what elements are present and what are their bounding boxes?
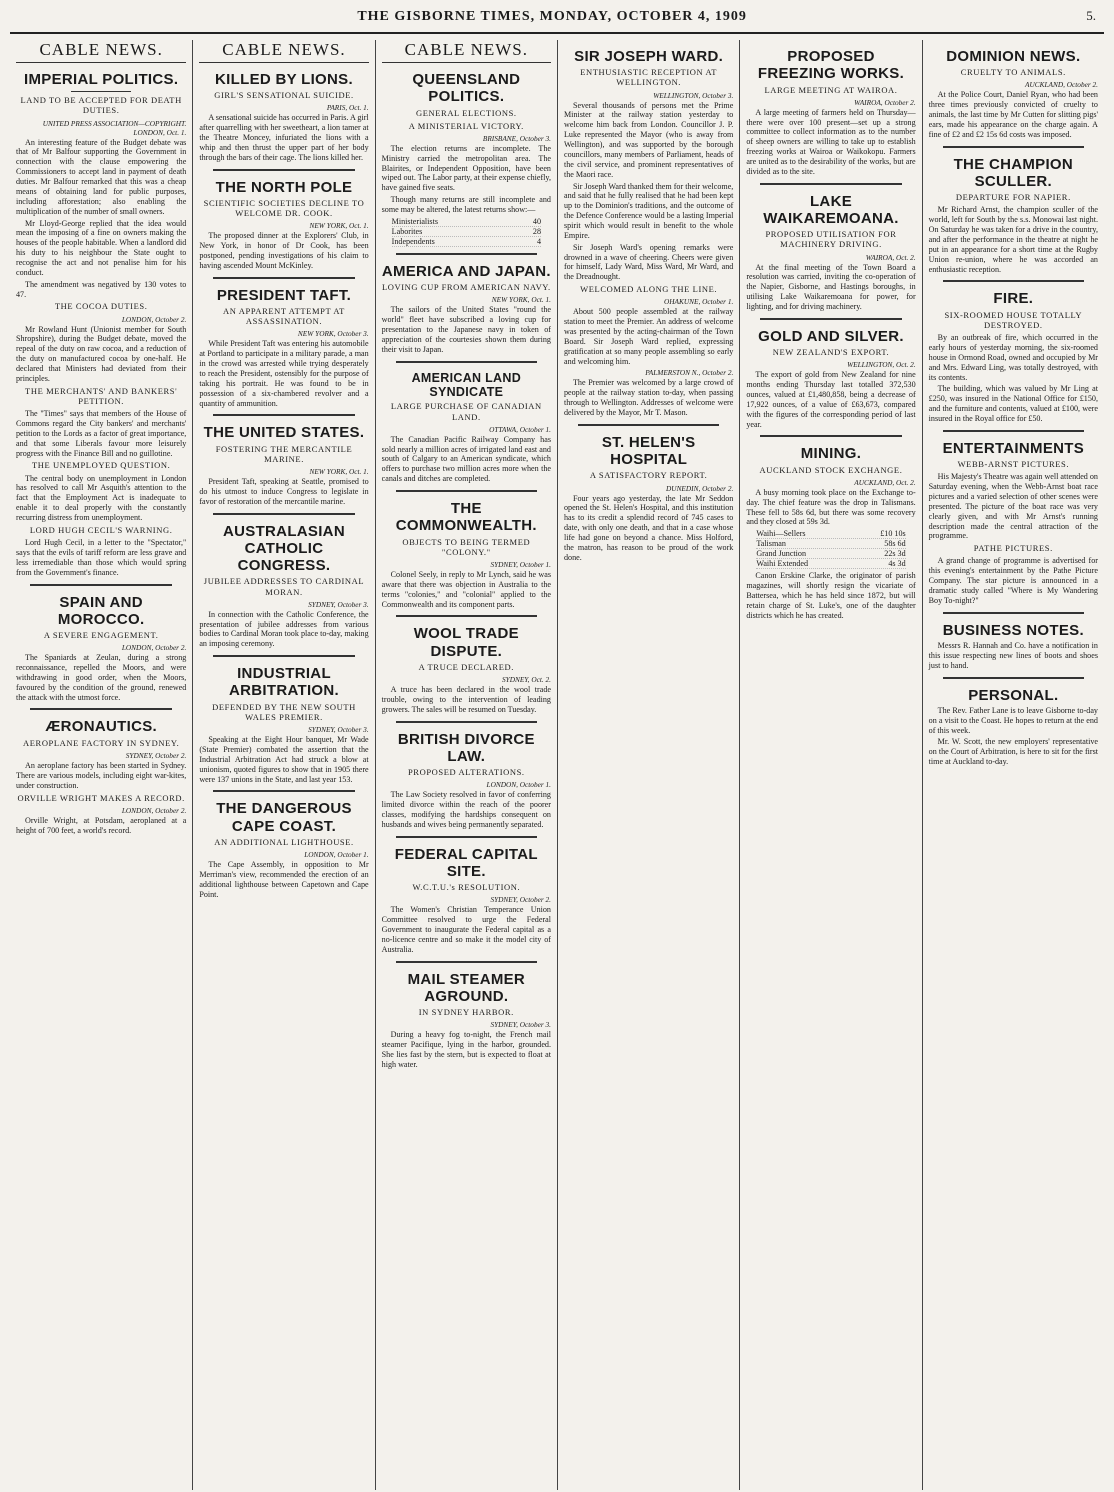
table-row — [392, 217, 541, 227]
article-headline: IMPERIAL POLITICS. — [24, 71, 179, 88]
article-headline: PERSONAL. — [968, 686, 1059, 704]
article-headline: ST. HELEN'S HOSPITAL — [601, 433, 696, 469]
article-paragraph: By an outbreak of fire, which occurred in the early hours of yesterday morning, the six-roomed house in Ormond Road, owned and occupied by Mr and Mrs. Edward Ling, was totally destroyed, with its contents. — [928, 333, 1098, 382]
article-paragraph: A sensational suicide has occurred in Paris. A girl after quarrelling with her sweetheart, a lion tamer at the Theatre Moncey, infuriated the lions with a whip and then thrust the upper part of her body through the bars of their cage. The lions killed her. — [199, 113, 369, 162]
dateline: LONDON, October 1. — [304, 850, 369, 860]
article-paragraph: The Rev. Father Lane is to leave Gisborne to-day on a visit to the Coast. He hopes to return at the end of this week. — [928, 705, 1098, 735]
article-subhead: WEBB-ARNST PICTURES. — [957, 459, 1070, 470]
column-5 — [739, 40, 921, 1490]
article-paragraph: Orville Wright, at Potsdam, aeroplaned at a height of 700 feet, a world's record. — [16, 815, 187, 835]
dateline: OHAKUNE, October 1. — [664, 297, 734, 307]
section-divider — [760, 435, 901, 437]
dateline: LONDON, October 2. — [121, 643, 187, 653]
article-paragraph: During a heavy fog to-night, the French mail steamer Pacifique, lying in the harbor, grounded. She lies fast by the stern, but is expected to float at high water. — [381, 1030, 551, 1069]
column-heading: CABLE NEWS. — [382, 40, 551, 63]
section-divider — [578, 424, 719, 426]
article-paragraph: Mr Richard Arnst, the champion sculler of the world, left for South by the s.s. Monowai last night. On Saturday he was taken for a drive in the country, and after the performance in the theatre at night he put in an appearance for a short time at the Rugby Union re-union, where he was accorded an enthusiastic reception. — [928, 205, 1098, 274]
article-headline: AUSTRALASIAN CATHOLIC CONGRESS. — [223, 522, 345, 575]
article-subhead: AN ADDITIONAL LIGHTHOUSE. — [214, 836, 354, 847]
article-paragraph: Mr Lloyd-George replied that the idea would mean the imposing of a fine on owners making the houses of the people habitable. When a landlord did his duty to his neighbour the State ought to recognise the act and not penalise him for his conduct. — [16, 218, 187, 277]
article-subhead: PROPOSED ALTERATIONS. — [407, 767, 525, 778]
section-divider — [213, 655, 354, 657]
dateline: AUCKLAND, October 2. — [1025, 80, 1098, 90]
article-paragraph: Sir Joseph Ward's opening remarks were drowned in a wave of cheering. Cheers were given for himself, Lady Ward, Miss Ward, Mr Ward, and the Dreadnought. — [563, 242, 734, 282]
article-headline: AMERICA AND JAPAN. — [381, 262, 551, 280]
article-headline: THE COMMONWEALTH. — [395, 500, 537, 535]
article-paragraph: Speaking at the Eight Hour banquet, Mr Wade (State Premier) combated the assertion that the Industrial Arbitration Act had struck a blow at unionism, quoted figures to show that in 1905 there were 137 unions in the State, and last year 153. — [199, 735, 369, 784]
article-subhead: PATHE PICTURES. — [973, 543, 1053, 554]
dateline: OTTAWA, October 1. — [489, 424, 551, 434]
article-headline: SPAIN AND MOROCCO. — [57, 593, 145, 628]
article-subhead: A SEVERE ENGAGEMENT. — [43, 630, 159, 640]
article-paragraph: Canon Erskine Clarke, the originator of parish magazines, will shortly resign the vicariate of Battersea, which he has held since 1872, but will retain charge of St. Luke's, one of the daughter districts which he has created. — [746, 571, 916, 620]
article-subhead: CRUELTY TO ANIMALS. — [960, 67, 1066, 78]
article-paragraph: Mr. W. Scott, the new employers' representative on the Court of Arbitration, is here to sit for the first time at Auckland to-day. — [928, 737, 1098, 767]
article-paragraph: A grand change of programme is advertised for this evening's entertainment by the Pathe Picture Company. The star picture is announced in a dramatic study called "Where is My Wandering Boy To-night?" — [928, 556, 1098, 605]
article-subhead: W.C.T.U.'s RESOLUTION. — [412, 882, 521, 893]
article-paragraph: The Women's Christian Temperance Union Committee resolved to urge the Federal Government to inaugurate the Federal capital as a no-licence centre and so make it the model city of Australia. — [381, 905, 551, 954]
table-row — [392, 227, 541, 237]
row-value: 22s 3d — [884, 549, 906, 559]
article-paragraph: The export of gold from New Zealand for nine months ending Thursday last totalled 372,530 ounces, valued at £1,480,858, being a decrease of 17,922 ounces, of a value of £63,673, compared with the figures of the corresponding period of last year. — [746, 370, 916, 429]
article-paragraph: The building, which was valued by Mr Ling at £250, was insured in the National Office for £150, and the furniture and contents, valued at £100, were insured in the Royal office for £50. — [928, 384, 1098, 423]
article-paragraph: Four years ago yesterday, the late Mr Seddon opened the St. Helen's Hospital, and this institution has to its credit a splendid record of 745 cases to date, with only one death, and that in a case whose life had gone on beyond a chance. Miss Holford, the matron, has reason to be proud of the work done. — [563, 493, 734, 562]
column-4 — [557, 40, 739, 1490]
article-paragraph: Sir Joseph Ward thanked them for their welcome, and said that he fully realised that he had been kept up to the Dominion's traditions, and the outcome of the Defence Conference would be a lasting Imperial spirit which would result in benefit to the whole Empire. — [563, 181, 734, 240]
article-subhead: LARGE MEETING AT WAIROA. — [764, 84, 898, 95]
article-subhead: A MINISTERIAL VICTORY. — [408, 120, 524, 131]
article-subhead: AEROPLANE FACTORY IN SYDNEY. — [23, 737, 180, 748]
article-headline: BRITISH DIVORCE LAW. — [397, 730, 535, 765]
article-paragraph: A truce has been declared in the wool trade trouble, owing to the intervention of leading growers. The sales will be resumed on Tuesday. — [381, 685, 551, 714]
section-divider — [213, 513, 354, 515]
article-paragraph: The proposed dinner at the Explorers' Club, in New York, in honor of Dr Cook, has been postponed, pending investigations of his claim to having ascended Mount McKinley. — [199, 231, 369, 270]
row-value: £10 10s — [880, 529, 906, 539]
column-1 — [10, 40, 192, 1490]
table-row — [756, 549, 905, 559]
section-divider — [396, 721, 537, 723]
article-headline: PRESIDENT TAFT. — [216, 286, 352, 304]
headline-rule — [71, 91, 131, 92]
row-label: Waihi Extended — [756, 559, 809, 569]
dateline: SYDNEY, October 1. — [490, 559, 551, 569]
article-subhead: THE MERCHANTS' AND BANKERS' PETITION. — [25, 385, 178, 406]
column-heading: CABLE NEWS. — [199, 40, 368, 63]
page-number: 5. — [1086, 8, 1096, 23]
row-label: Waihi—Sellers — [756, 529, 806, 539]
section-divider — [396, 361, 537, 363]
article-subhead: SCIENTIFIC SOCIETIES DECLINE TO WELCOME DR. COOK. — [203, 197, 365, 219]
dateline: UNITED PRESS ASSOCIATION—COPYRIGHT. LONDON, Oct. 1. — [42, 118, 187, 137]
article-headline: FIRE. — [993, 290, 1034, 308]
article-paragraph: The Cape Assembly, in opposition to Mr Merriman's view, recommended the erection of an additional lighthouse between Capetown and Cape Point. — [199, 860, 369, 899]
dateline: WAIROA, Oct. 2. — [865, 252, 916, 262]
article-paragraph: An aeroplane factory has been started in Sydney. There are various models, including eight war-kites, under construction. — [16, 760, 187, 790]
row-label: Independents — [391, 236, 435, 246]
article-headline: WOOL TRADE DISPUTE. — [413, 625, 519, 660]
dateline: SYDNEY, October 3. — [308, 725, 369, 735]
section-divider — [943, 677, 1084, 679]
article-paragraph: The "Times" says that members of the House of Commons regard the City bankers' and merchants' petition to the Lords as a factor of great importance, and that some Liberals favour more leisurely progress with the Finance Bill and no guillotine. — [16, 409, 187, 458]
article-paragraph: At the final meeting of the Town Board a resolution was carried, inviting the co-operation of the Napier, Gisborne, and Hastings boroughs, in utilising Lake Waikaremoana for power, for lighting, and for driving machinery. — [746, 262, 916, 312]
article-subhead: THE UNEMPLOYED QUESTION. — [31, 460, 171, 471]
article-subhead: THE COCOA DUTIES. — [54, 301, 148, 312]
article-subhead: A TRUCE DECLARED. — [418, 661, 514, 672]
dateline: WAIROA, October 2. — [854, 97, 916, 107]
section-divider — [213, 169, 354, 171]
article-subhead: GIRL'S SENSATIONAL SUICIDE. — [214, 90, 354, 101]
article-subhead: SIX-ROOMED HOUSE TOTALLY DESTROYED. — [944, 309, 1083, 330]
dateline: PALMERSTON N., October 2. — [645, 368, 734, 378]
article-headline: GOLD AND SILVER. — [758, 327, 904, 345]
dateline: AUCKLAND, Oct. 2. — [854, 477, 916, 487]
column-6 — [922, 40, 1104, 1490]
section-divider — [943, 146, 1084, 148]
section-divider — [396, 490, 537, 492]
dateline: SYDNEY, October 3. — [490, 1020, 551, 1030]
article-paragraph: An interesting feature of the Budget debate was that of Mr Balfour supporting the Government in connection with the clause empowering the Commissioners to accept land in payment of death duties. Mr Balfour remarked that this was a cheap means of obtaining land for public purposes, including afforestation; also enabling the multiplication of the number of small owners. — [16, 137, 187, 216]
article-paragraph: A busy morning took place on the Exchange to-day. The chief feature was the drop in Talismans. These fell to 58s 6d, but there was some recovery and they closed at 59s 3d. — [746, 487, 916, 527]
section-divider — [943, 430, 1084, 432]
article-paragraph: Messrs R. Hannah and Co. have a notification in this issue respecting new lines of boots and shoes just to hand. — [928, 640, 1098, 670]
article-headline: LAKE WAIKAREMOANA. — [763, 192, 899, 227]
row-label: Grand Junction — [756, 549, 807, 559]
section-divider — [396, 961, 537, 963]
article-paragraph: The sailors of the United States "round the world" fleet have subscribed a loving cup for presentation to the Japanese navy in token of appreciation of the courtesies shown them during their visit to Japan. — [381, 305, 551, 354]
table-row — [756, 529, 905, 539]
article-headline: MINING. — [800, 445, 862, 463]
dateline: LONDON, October 2. — [121, 314, 187, 324]
section-divider — [213, 277, 354, 279]
masthead-title: THE GISBORNE TIMES, MONDAY, OCTOBER 4, 1909 — [357, 9, 747, 24]
article-subhead: LOVING CUP FROM AMERICAN NAVY. — [381, 282, 551, 293]
article-paragraph: The Spaniards at Zeulan, during a strong reconnaissance, repelled the Moors, and were withdrawing in good order, when the Moors, favoured by the condition of the ground, renewed the attack with the utmost force. — [16, 653, 187, 702]
row-value: 28 — [532, 226, 541, 236]
dateline: NEW YORK, Oct. 1. — [309, 221, 369, 231]
dateline: DUNEDIN, October 2. — [666, 483, 734, 493]
table-row — [392, 237, 541, 247]
row-label: Laborites — [391, 226, 423, 236]
column-3 — [375, 40, 557, 1490]
article-subhead: AN APPARENT ATTEMPT AT ASSASSINATION. — [223, 306, 345, 327]
article-headline: FEDERAL CAPITAL SITE. — [394, 845, 538, 880]
article-subhead: JUBILEE ADDRESSES TO CARDINAL MORAN. — [203, 576, 365, 597]
article-subhead: GENERAL ELECTIONS. — [415, 107, 517, 118]
section-divider — [396, 836, 537, 838]
article-headline: THE NORTH POLE — [215, 178, 353, 196]
row-value: 4 — [536, 236, 541, 246]
dateline: WELLINGTON, Oct. 2. — [847, 360, 916, 370]
article-headline: MAIL STEAMER AGROUND. — [407, 970, 526, 1005]
article-headline: THE DANGEROUS CAPE COAST. — [216, 800, 352, 835]
columns — [10, 40, 1104, 1490]
column-2 — [192, 40, 374, 1490]
article-paragraph: The amendment was negatived by 130 votes to 47. — [16, 279, 187, 299]
article-paragraph: In connection with the Catholic Conference, the presentation of jubilee addresses from various bodies to Cardinal Moran took place to-day, making an imposing ceremony. — [199, 609, 369, 649]
article-headline: THE UNITED STATES. — [203, 424, 365, 442]
article-paragraph: President Taft, speaking at Seattle, promised to do his utmost to induce Congress to legislate in favor of restoration of the mercantile marine. — [199, 477, 369, 506]
article-paragraph: About 500 people assembled at the railway station to meet the Premier. An address of welcome was presented by the acting-chairman of the Town Board. Sir Joseph Ward replied, expressing gratification at so many people assembling so early and welcoming him. — [563, 307, 734, 366]
article-headline: DOMINION NEWS. — [946, 48, 1081, 65]
article-subhead: LARGE PURCHASE OF CANADIAN LAND. — [390, 401, 542, 422]
row-value: 4s 3d — [888, 559, 906, 569]
article-subhead: DEFENDED BY THE NEW SOUTH WALES PREMIER. — [212, 701, 356, 722]
dateline: BRISBANE, October 3. — [482, 133, 551, 143]
dateline: PARIS, Oct. 1. — [326, 103, 369, 113]
article-paragraph: Mr Rowland Hunt (Unionist member for South Shropshire), during the Budget debate, moved the repeal of the duty on raw cocoa, and a reduction of the duty on manufactured cocoa by one-half. He declared that Ministers had deviated from their principles. — [16, 324, 187, 383]
article-paragraph: At the Police Court, Daniel Ryan, who had been three times previously convicted of cruelty to animals, the last time by Mr Cutten for slitting pigs' ears, made his appearance on the charge again. A fine of £2 and £2 15s 6d costs was imposed. — [928, 90, 1098, 139]
article-subhead: A SATISFACTORY REPORT. — [589, 470, 708, 481]
article-headline: ÆRONAUTICS. — [45, 718, 157, 736]
section-divider — [396, 615, 537, 617]
article-paragraph: While President Taft was entering his automobile at Portland to participate in a military parade, a man in the crowd was arrested while trying desperately to reach the President, ostensibly for the purpose of taking his portrait. He was found to be in possession of a six-chambered revolver and a quantity of ammunition. — [199, 339, 369, 408]
row-value: 40 — [532, 216, 541, 226]
share-prices-table — [756, 529, 905, 569]
dateline: NEW YORK, Oct. 1. — [491, 295, 551, 305]
article-headline: AMERICAN LAND SYNDICATE — [411, 370, 522, 399]
article-subhead: NEW ZEALAND'S EXPORT. — [772, 347, 890, 358]
dateline: WELLINGTON, October 3. — [653, 90, 734, 100]
section-divider — [396, 253, 537, 255]
article-paragraph: The election returns are incomplete. The Ministry carried the metropolitan area. The Blairites, or Independent Opposition, have been wiped out. The Labor party, at their expense chiefly, have gained five seats. — [381, 143, 551, 193]
article-subhead: ENTHUSIASTIC RECEPTION AT WELLINGTON. — [580, 67, 718, 88]
section-divider — [943, 612, 1084, 614]
article-subhead: PROPOSED UTILISATION FOR MACHINERY DRIVING. — [765, 229, 897, 250]
election-results-table — [392, 217, 541, 247]
dateline: SYDNEY, October 3. — [308, 599, 369, 609]
article-headline: SIR JOSEPH WARD. — [574, 48, 724, 65]
article-paragraph: The Law Society resolved in favor of conferring limited divorce within the reach of the poorer classes, modifying the hardships consequent on husbands and wives being permanently separated. — [381, 790, 551, 829]
article-subhead: ORVILLE WRIGHT MAKES A RECORD. — [17, 792, 185, 803]
article-headline: ENTERTAINMENTS — [942, 439, 1085, 457]
section-divider — [30, 708, 172, 710]
table-row — [756, 559, 905, 569]
article-paragraph: His Majesty's Theatre was again well attended on Saturday evening, when the Webb-Arnst boat race pictures and a varied selection of other scenes were presented. The picture of the boat race was very clearly given, and with Mr Arnst's running description made the central attraction of the programme. — [928, 472, 1098, 541]
column-heading: CABLE NEWS. — [16, 40, 186, 63]
article-subhead: OBJECTS TO BEING TERMED "COLONY." — [402, 536, 531, 557]
article-paragraph: The Canadian Pacific Railway Company has sold nearly a million acres of irrigated land east and south of Calgary to an American syndicate, which offers to purchase two million acres more when the canals and ditches are completed. — [381, 434, 551, 484]
section-divider — [213, 790, 354, 792]
section-divider — [943, 280, 1084, 282]
article-subhead: LAND TO BE ACCEPTED FOR DEATH DUTIES. — [20, 95, 182, 116]
section-divider — [30, 584, 172, 586]
article-paragraph: Though many returns are still incomplete and some may be altered, the latest returns show:— — [381, 195, 551, 215]
article-headline: PROPOSED FREEZING WORKS. — [757, 48, 905, 83]
article-subhead: AUCKLAND STOCK EXCHANGE. — [759, 464, 903, 475]
article-headline: INDUSTRIAL ARBITRATION. — [229, 665, 339, 700]
dateline: NEW YORK, October 3. — [297, 329, 369, 339]
dateline: SYDNEY, October 2. — [125, 750, 187, 760]
dateline: LONDON, October 2. — [121, 805, 187, 815]
row-value: 58s 6d — [884, 539, 906, 549]
row-label: Talisman — [756, 539, 786, 549]
article-subhead: IN SYDNEY HARBOR. — [418, 1007, 514, 1018]
dateline: SYDNEY, October 2. — [490, 895, 551, 905]
row-label: Ministerialists — [391, 216, 438, 226]
article-subhead: FOSTERING THE MERCANTILE MARINE. — [215, 443, 353, 464]
article-paragraph: Several thousands of persons met the Prime Minister at the railway station yesterday to welcome him back from London. Councillor J. P. Luke represented the Mayor (who is away from Wellington), and was supported by the borough councillors, many members of Parliament, heads of the civil service, and prominent representatives of the Maori race. — [563, 100, 734, 179]
article-subhead: DEPARTURE FOR NAPIER. — [955, 192, 1071, 203]
article-headline: QUEENSLAND POLITICS. — [412, 71, 521, 106]
table-row — [756, 539, 905, 549]
section-divider — [213, 414, 354, 416]
masthead — [10, 8, 1104, 34]
article-headline: BUSINESS NOTES. — [942, 621, 1084, 639]
article-subhead: LORD HUGH CECIL'S WARNING. — [29, 524, 173, 535]
article-paragraph: A large meeting of farmers held on Thursday—there were over 100 present—set up a strong committee to collect information as to the number of sheep owners are willing to take up to establish freezing works at Wairoa or Waikokopu. Farmers are united as to the desirability of the works, but are divided as to the site. — [746, 107, 916, 176]
dateline: SYDNEY, Oct. 2. — [501, 675, 551, 685]
dateline: LONDON, October 1. — [486, 780, 551, 790]
article-paragraph: Colonel Seely, in reply to Mr Lynch, said he was aware that there was objection in Australia to the terms "colonies," and "colonial" applied to the Commonwealth and its component parts. — [381, 569, 551, 609]
section-divider — [760, 183, 901, 185]
article-headline: KILLED BY LIONS. — [215, 71, 353, 88]
article-paragraph: The central body on unemployment in London has resolved to call Mr Asquith's attention to the fact that the Employment Act is inadequate to enable it to deal properly with the constantly recurring distress from unemployment. — [16, 473, 187, 523]
article-headline: THE CHAMPION SCULLER. — [953, 155, 1074, 190]
article-paragraph: The Premier was welcomed by a large crowd of people at the railway station to-day, when passing through to Wellington. Addresses of welcome were delivered by the Mayor, Mr T. Mason. — [563, 378, 734, 418]
article-paragraph: Lord Hugh Cecil, in a letter to the "Spectator," says that the evils of tariff reform are less grave and less irremediable than those which would spring from the Government's finance. — [16, 538, 187, 577]
article-subhead: WELCOMED ALONG THE LINE. — [580, 284, 718, 295]
dateline: NEW YORK, Oct. 1. — [309, 467, 369, 477]
section-divider — [760, 318, 901, 320]
